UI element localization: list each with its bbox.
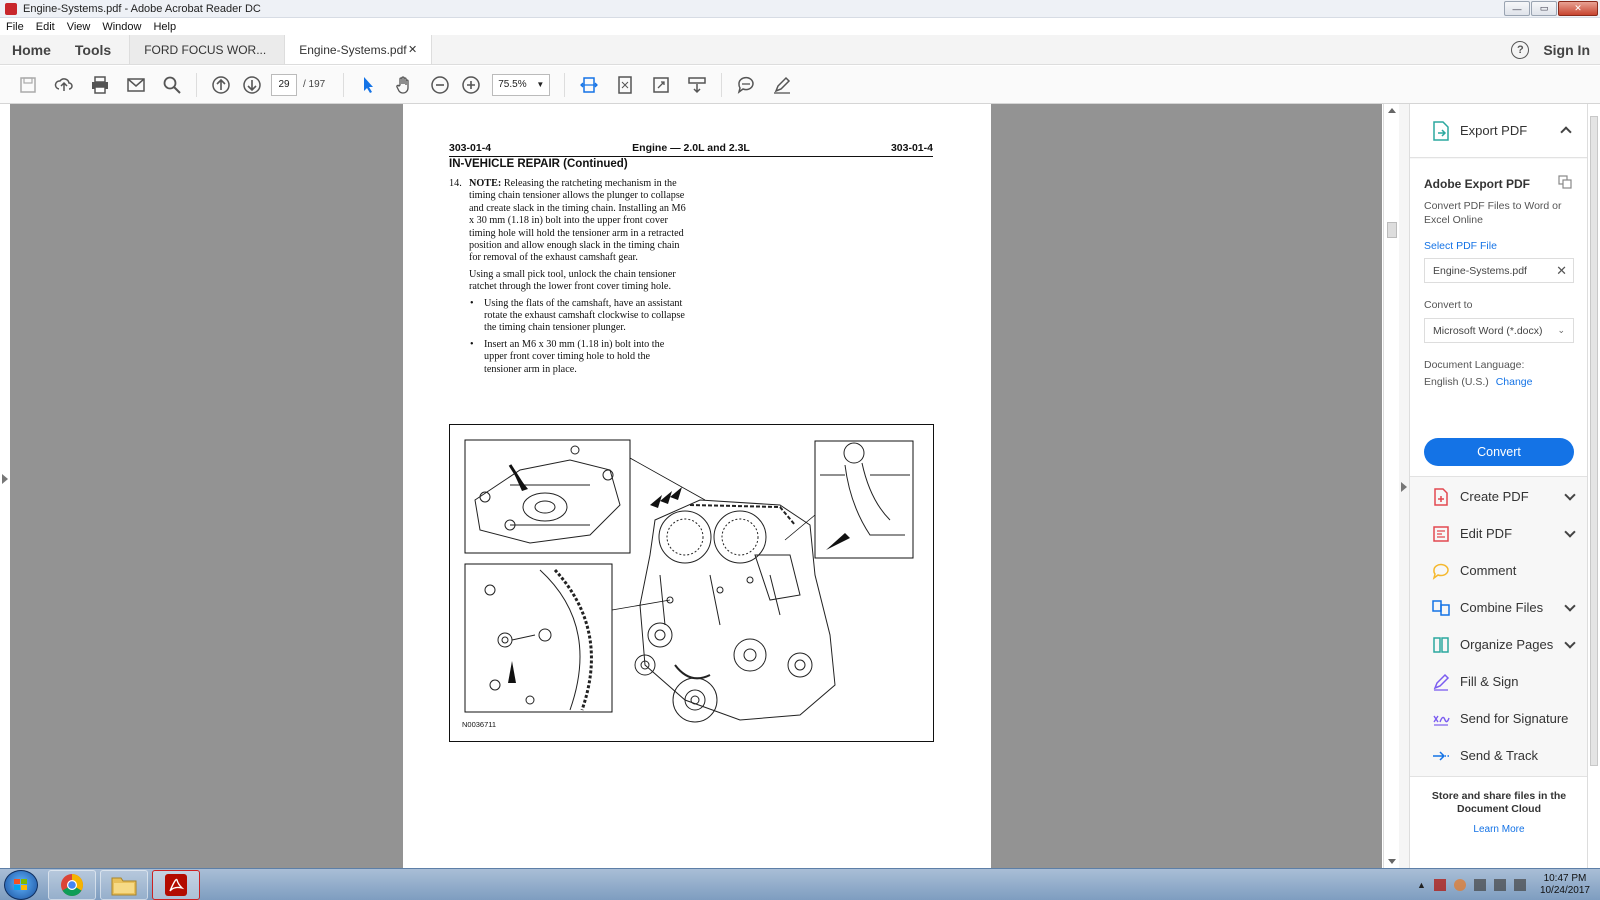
title-bar bbox=[0, 0, 1600, 18]
toolbar-divider bbox=[196, 73, 197, 97]
read-mode-button[interactable] bbox=[679, 71, 715, 99]
clock-date: 10/24/2017 bbox=[1539, 885, 1590, 896]
step-14 bbox=[449, 178, 689, 380]
cloud-upload-icon bbox=[54, 75, 74, 95]
save-button[interactable] bbox=[10, 71, 46, 99]
acrobat-icon bbox=[164, 873, 188, 897]
speech-bubble-icon bbox=[736, 75, 756, 95]
cursor-arrow-icon bbox=[358, 75, 378, 95]
help-icon[interactable]: ? bbox=[1511, 41, 1529, 59]
toolbar-divider bbox=[343, 73, 344, 97]
create-pdf-icon bbox=[1432, 488, 1450, 506]
chevron-down-icon[interactable] bbox=[1564, 600, 1575, 611]
network-tray-icon[interactable] bbox=[1494, 879, 1506, 891]
tools-list bbox=[1410, 478, 1588, 774]
note-paragraph bbox=[469, 178, 689, 265]
bullet-marker: • bbox=[470, 338, 474, 350]
learn-more-link[interactable]: Learn More bbox=[1473, 824, 1525, 835]
menu-bar bbox=[0, 18, 1600, 35]
upload-button[interactable] bbox=[46, 71, 82, 99]
scrollbar-thumb[interactable] bbox=[1387, 222, 1397, 238]
update-tray-icon[interactable] bbox=[1454, 879, 1466, 891]
figure-id: N0036711 bbox=[462, 720, 497, 729]
scroll-down-icon bbox=[687, 75, 707, 95]
list-item bbox=[469, 298, 689, 335]
export-description: Convert PDF Files to Word or Excel Online bbox=[1424, 200, 1562, 226]
convert-to-value: Microsoft Word (*.docx) bbox=[1433, 324, 1543, 337]
header-center: Engine — 2.0L and 2.3L bbox=[632, 142, 750, 154]
acrobat-taskbar-button[interactable] bbox=[152, 870, 200, 900]
scroll-down-arrow[interactable] bbox=[1388, 859, 1396, 864]
chevron-down-icon[interactable] bbox=[1564, 489, 1575, 500]
tool-send-signature[interactable] bbox=[1410, 700, 1588, 737]
chevron-right-icon bbox=[2, 474, 8, 484]
draw-tool-button[interactable] bbox=[764, 71, 800, 99]
full-screen-icon bbox=[651, 75, 671, 95]
tool-label: Send for Signature bbox=[1460, 711, 1569, 726]
windows-logo-icon bbox=[14, 879, 28, 891]
tool-combine-files[interactable] bbox=[1410, 589, 1588, 626]
instruction-paragraph: Using a small pick tool, unlock the chain tensioner ratchet through the lower front cover timing hole. bbox=[469, 268, 676, 293]
document-language bbox=[1424, 376, 1532, 388]
toolbar-divider bbox=[721, 73, 722, 97]
window-title: Engine-Systems.pdf - Adobe Acrobat Reader DC bbox=[23, 2, 261, 15]
bullet-marker: • bbox=[470, 297, 474, 309]
envelope-icon bbox=[126, 75, 146, 95]
menu-file[interactable]: File bbox=[6, 20, 24, 33]
arrow-up-circle-icon bbox=[211, 75, 231, 95]
search-button[interactable] bbox=[154, 71, 190, 99]
header-left: 303-01-4 bbox=[449, 142, 492, 154]
chevron-right-icon bbox=[1401, 482, 1407, 492]
arrow-down-circle-icon bbox=[242, 75, 262, 95]
fit-width-icon bbox=[579, 75, 599, 95]
chevron-down-icon: ⌄ bbox=[1557, 325, 1565, 335]
tool-edit-pdf[interactable] bbox=[1410, 515, 1588, 552]
change-language-link[interactable]: Change bbox=[1495, 376, 1533, 388]
chrome-taskbar-button[interactable] bbox=[48, 870, 96, 900]
organize-pages-icon bbox=[1432, 636, 1450, 654]
tool-create-pdf[interactable] bbox=[1410, 478, 1588, 515]
toolbar bbox=[0, 66, 1600, 104]
nav-bar bbox=[0, 35, 1600, 65]
cloud-promo-text: Store and share files in the Document Cloud bbox=[1431, 790, 1567, 815]
tool-send-track[interactable] bbox=[1410, 737, 1588, 774]
edit-pdf-icon bbox=[1432, 525, 1450, 543]
list-item bbox=[469, 339, 689, 376]
menu-edit[interactable]: Edit bbox=[35, 20, 55, 33]
engine-drawing bbox=[450, 425, 935, 743]
nav-home[interactable]: Home bbox=[12, 41, 51, 58]
power-tray-icon[interactable] bbox=[1474, 879, 1486, 891]
section-title: IN-VEHICLE REPAIR (Continued) bbox=[449, 158, 628, 170]
fit-page-icon bbox=[615, 75, 635, 95]
taskbar-clock[interactable] bbox=[1540, 873, 1590, 897]
document-scrollbar[interactable] bbox=[1383, 104, 1399, 868]
zoom-value: 75.5% bbox=[498, 79, 527, 90]
bullet-text: Using the flats of the camshaft, have an assistant rotate the exhaust camshaft clockwise to collapse the timing chain tensioner plunger. bbox=[484, 297, 685, 334]
note-label: NOTE: bbox=[469, 178, 502, 189]
fill-sign-icon bbox=[1432, 673, 1450, 691]
nav-tools[interactable]: Tools bbox=[74, 41, 112, 58]
export-title: Adobe Export PDF bbox=[1424, 177, 1531, 191]
show-hidden-icons-icon[interactable]: ▲ bbox=[1417, 880, 1426, 890]
tool-organize-pages[interactable] bbox=[1410, 626, 1588, 663]
tools-pane-scrollbar[interactable] bbox=[1587, 104, 1600, 868]
export-pdf-header[interactable] bbox=[1410, 104, 1588, 158]
page-header bbox=[449, 142, 933, 157]
printer-icon bbox=[90, 75, 110, 95]
acrobat-tray-icon[interactable] bbox=[1434, 879, 1446, 891]
menu-window[interactable]: Window bbox=[102, 20, 142, 33]
bullet-list bbox=[469, 298, 689, 376]
tool-fill-sign[interactable] bbox=[1410, 663, 1588, 700]
scroll-up-arrow[interactable] bbox=[1388, 108, 1396, 113]
minus-circle-icon bbox=[430, 75, 450, 95]
page-total: / 197 bbox=[303, 79, 326, 90]
fit-page-button[interactable] bbox=[607, 71, 643, 99]
tool-label: Organize Pages bbox=[1460, 637, 1554, 652]
explorer-taskbar-button[interactable] bbox=[100, 870, 148, 900]
full-screen-button[interactable] bbox=[643, 71, 679, 99]
right-panel-toggle[interactable] bbox=[1399, 104, 1409, 868]
menu-view[interactable]: View bbox=[66, 20, 91, 33]
menu-help[interactable]: Help bbox=[153, 20, 177, 33]
selected-file-name: Engine-Systems.pdf bbox=[1433, 264, 1527, 277]
engine-illustration bbox=[449, 424, 934, 742]
note-text: Releasing the ratcheting mechanism in the timing chain tensioner allows the plunger to collapse and create slack in the timing chain. Installing an M6 x 30 mm (1.18 in) bolt into the upper front cover timing hole will hold the tensioner arm in a retracted position and allow enough slack in the timing chain for removal of the exhaust camshaft gear. bbox=[469, 178, 686, 264]
maximize-button[interactable]: ▭ bbox=[1531, 1, 1557, 16]
tab-engine-systems[interactable] bbox=[284, 35, 432, 64]
tool-label: Send & Track bbox=[1460, 748, 1539, 763]
tool-label: Edit PDF bbox=[1460, 526, 1513, 541]
close-window-button[interactable]: ✕ bbox=[1558, 1, 1598, 16]
export-pdf-label: Export PDF bbox=[1460, 123, 1528, 138]
comment-tool-button[interactable] bbox=[728, 71, 764, 99]
send-track-icon bbox=[1432, 747, 1450, 765]
select-pdf-file-link[interactable]: Select PDF File bbox=[1424, 240, 1497, 252]
document-viewport[interactable] bbox=[0, 104, 1382, 868]
chevron-down-icon[interactable] bbox=[1564, 637, 1575, 648]
system-tray bbox=[1417, 869, 1590, 900]
comment-icon bbox=[1432, 562, 1450, 580]
zoom-level-select[interactable] bbox=[492, 74, 550, 96]
tab-label: Engine-Systems.pdf bbox=[299, 42, 407, 57]
document-cloud-promo bbox=[1410, 776, 1588, 868]
start-button[interactable] bbox=[4, 870, 38, 900]
export-pdf-panel bbox=[1410, 159, 1588, 477]
procedure-steps bbox=[449, 178, 689, 380]
tool-label: Comment bbox=[1460, 563, 1517, 578]
scrolling-mode-button[interactable] bbox=[571, 71, 607, 99]
sign-in-link[interactable]: Sign In bbox=[1543, 41, 1590, 58]
export-pdf-icon bbox=[1432, 121, 1450, 141]
acrobat-app-icon bbox=[5, 3, 17, 15]
convert-to-select[interactable] bbox=[1424, 318, 1574, 343]
tab-label: FORD FOCUS WOR... bbox=[144, 42, 267, 57]
hand-tool-button[interactable] bbox=[386, 71, 422, 99]
send-signature-icon bbox=[1432, 710, 1450, 728]
scrollbar-thumb[interactable] bbox=[1590, 116, 1598, 766]
step-number: 14. bbox=[449, 178, 462, 189]
document-language-label: Document Language: bbox=[1424, 359, 1525, 371]
bullet-text: Insert an M6 x 30 mm (1.18 in) bolt into the upper front cover timing hole to hold the tensioner arm in place. bbox=[484, 338, 665, 375]
select-tool-button[interactable] bbox=[350, 71, 386, 99]
folder-icon bbox=[111, 874, 137, 896]
tools-pane bbox=[1409, 104, 1587, 868]
header-right: 303-01-4 bbox=[890, 142, 933, 154]
document-language-value: English (U.S.) bbox=[1424, 376, 1489, 388]
zoom-in-button[interactable] bbox=[458, 71, 484, 99]
minimize-button[interactable]: — bbox=[1504, 1, 1530, 16]
chevron-down-icon: ▼ bbox=[536, 80, 545, 89]
zoom-out-button[interactable] bbox=[422, 71, 458, 99]
step-body bbox=[469, 178, 689, 380]
combine-files-icon bbox=[1432, 599, 1450, 617]
email-button[interactable] bbox=[118, 71, 154, 99]
tool-label: Combine Files bbox=[1460, 600, 1544, 615]
copy-icon[interactable] bbox=[1558, 175, 1572, 189]
left-panel-toggle[interactable] bbox=[0, 104, 10, 868]
convert-to-label: Convert to bbox=[1424, 299, 1473, 311]
tool-label: Create PDF bbox=[1460, 489, 1529, 504]
tab-ford-focus[interactable] bbox=[129, 35, 284, 64]
save-icon bbox=[18, 75, 38, 95]
pen-icon bbox=[772, 75, 792, 95]
next-page-button[interactable] bbox=[239, 71, 265, 99]
toolbar-divider bbox=[564, 73, 565, 97]
volume-tray-icon[interactable] bbox=[1514, 879, 1526, 891]
tool-comment[interactable] bbox=[1410, 552, 1588, 589]
close-tab-icon[interactable]: ✕ bbox=[407, 44, 418, 56]
taskbar bbox=[0, 868, 1600, 900]
chrome-icon bbox=[60, 873, 84, 897]
plus-circle-icon bbox=[461, 75, 481, 95]
chevron-up-icon[interactable] bbox=[1560, 126, 1571, 137]
chevron-down-icon[interactable] bbox=[1564, 526, 1575, 537]
page-number-input[interactable]: 29 bbox=[271, 74, 297, 96]
tool-label: Fill & Sign bbox=[1460, 674, 1519, 689]
clock-time: 10:47 PM bbox=[1543, 873, 1587, 884]
convert-button[interactable]: Convert bbox=[1424, 438, 1574, 466]
search-icon bbox=[162, 75, 182, 95]
hand-icon bbox=[394, 75, 414, 95]
previous-page-button[interactable] bbox=[203, 71, 239, 99]
clear-file-icon[interactable]: ✕ bbox=[1556, 262, 1567, 278]
selected-file-field[interactable] bbox=[1424, 258, 1574, 283]
print-button[interactable] bbox=[82, 71, 118, 99]
pdf-page bbox=[403, 104, 991, 868]
